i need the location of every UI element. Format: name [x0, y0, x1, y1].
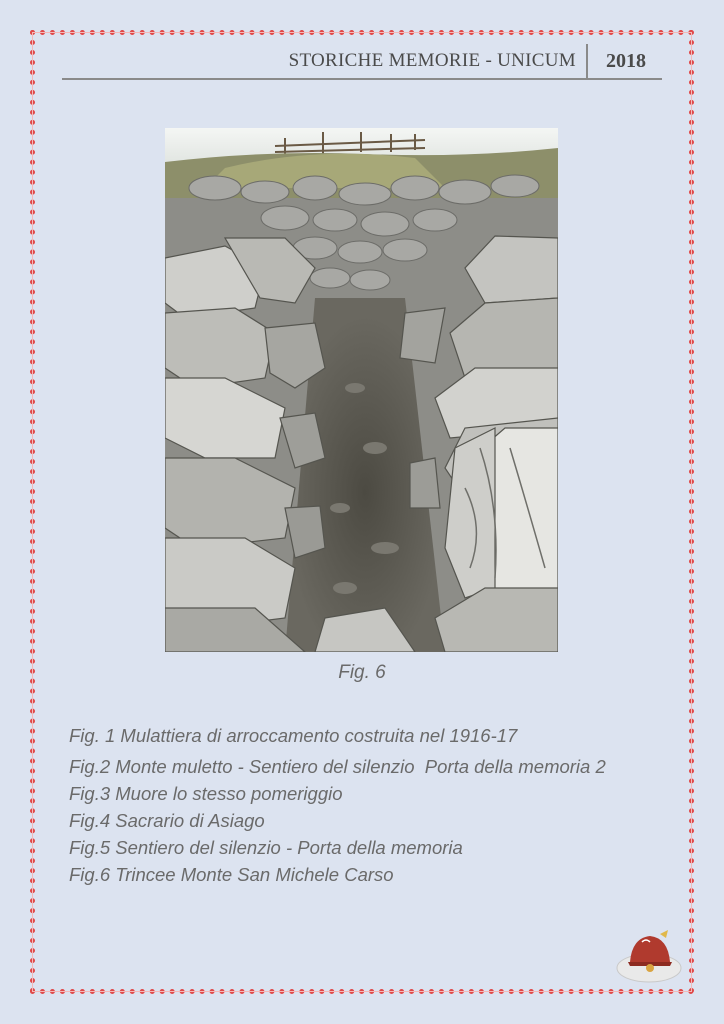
bell-emblem-icon: [612, 928, 686, 986]
figure-list: [69, 722, 606, 888]
page-header: [62, 44, 662, 80]
trench-photo: [165, 128, 558, 652]
list-item: Fig.6 Trincee Monte San Michele Carso: [69, 864, 394, 885]
header-divider: [586, 44, 588, 78]
list-item: Fig.3 Muore lo stesso pomeriggio: [69, 783, 343, 804]
header-title: STORICHE MEMORIE - UNICUM: [288, 50, 576, 71]
figure-caption: Fig. 6: [338, 662, 386, 683]
list-item: Fig.4 Sacrario di Asiago: [69, 810, 265, 831]
header-year: 2018: [606, 50, 646, 72]
list-item: Fig.5 Sentiero del silenzio - Porta della memoria: [69, 837, 463, 858]
list-item: Fig.2 Monte muletto - Sentiero del silenzio Porta della memoria 2: [69, 756, 606, 777]
list-item: Fig. 1 Mulattiera di arroccamento costruita nel 1916-17: [69, 725, 518, 746]
